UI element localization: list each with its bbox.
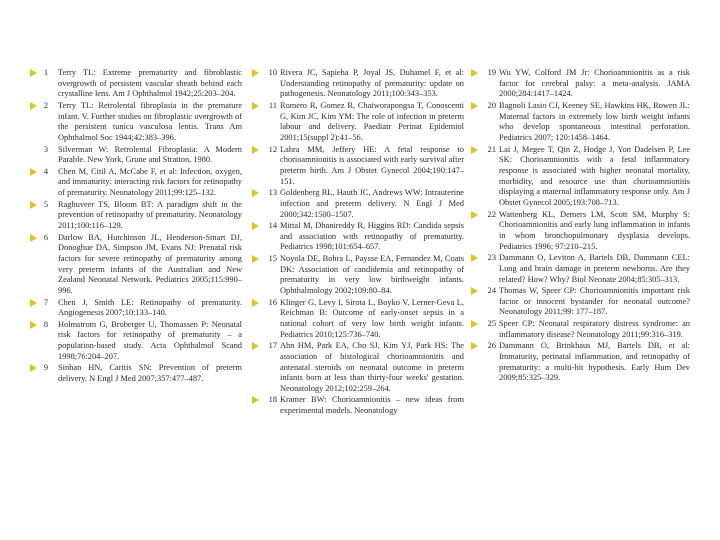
reference-item	[252, 341, 464, 395]
arrow-marker-icon	[30, 168, 37, 176]
reference-page	[30, 62, 690, 532]
reference-item	[471, 286, 690, 318]
reference-text: Rivera JC, Sapieha P, Joyal JS, Duhamel F, et al: Understanding retinopathy of prematurity: update on pathogenesis. Neonatology 2011;100:343–353.	[280, 68, 464, 99]
reference-column-3	[471, 68, 690, 385]
arrow-marker-icon	[471, 69, 478, 77]
reference-text: Holmstrom G, Broberger U, Thomassen P: Neonatal risk factors for retinopathy of prematurity – a population-based study. Acta Ophthalmol Scand 1998;76:204–207.	[58, 319, 242, 361]
reference-number: 1	[43, 68, 48, 77]
arrow-marker-icon	[252, 146, 259, 154]
reference-text: Dammann O, Leviton A, Bartels DB, Dammann CEL: Lung and brain damage in preterm newborns. Are they related? How? Why? Biol Neonate 2004;85:305–313.	[499, 253, 690, 284]
reference-text: Ahn HM, Park EA, Cho SJ, Kim YJ, Park HS: The association of histological chorioamnionitis and antenatal steroids on neonatal outcome in preterm infants born at less than thirty-four weeks' gestation. Neonatology 2012;102:259–264.	[280, 341, 464, 393]
reference-item	[471, 68, 690, 100]
arrow-marker-icon	[252, 255, 259, 263]
reference-text: Chen J, Smith LE: Retinopathy of prematurity. Angiogenesis 2007;10:133–140.	[58, 297, 242, 318]
reference-number: 19	[487, 68, 496, 77]
reference-item	[30, 145, 242, 166]
arrow-marker-icon	[471, 102, 478, 110]
reference-number: 25	[487, 318, 496, 328]
reference-text: Terry TL: Extreme prematurity and fibroblastic overgrowth of persistent vascular sheath behind each crystalline lens. Am J Ophthalmol 1942;25:203–204.	[58, 68, 242, 99]
arrow-marker-icon	[471, 254, 478, 262]
reference-column-1	[30, 68, 242, 386]
reference-text: Raghuveer TS, Bloom BT: A paradigm shift in the prevention of retinopathy of prematurity. Neonatology 2011;100:116–129.	[58, 199, 242, 231]
arrow-marker-icon	[30, 234, 37, 242]
reference-text: Silverman W: Retrolental Fibroplasia: A Modern Parable. New York, Grune and Stratton, 1980.	[58, 144, 242, 165]
reference-number: 17	[268, 341, 277, 351]
reference-number: 20	[487, 100, 496, 110]
reference-text: Wattenberg KL, Demers LM, Scott SM, Murphy S: Chorioamnionitis and early lung inflammation in infants in whom bronchopulmonary dysplasia develops. Pediatrics 1996; 97:210–215.	[499, 209, 690, 251]
arrow-marker-icon	[252, 189, 259, 197]
reference-text: Mittal M, Dhanireddy R, Higgins RD: Candida sepsis and association with retinopathy of prematurity. Pediatrics 1998;101:654–657.	[280, 221, 464, 252]
reference-text: Dammann O, Brinkhaus MJ, Bartels DB, et al: Immaturity, perinatal inflammation, and retinopathy of prematurity: a multi-hit hypothesis. Early Hum Dev 2009;85:325–329.	[499, 341, 690, 383]
reference-text: Romero R, Gomez R, Chaiworapongsa T, Conoscenti G, Kim JC, Kim YM: The role of infection in preterm labour and delivery. Paediatr Perinat Epidemiol 2001;15(suppl 2):41–56.	[280, 100, 464, 143]
reference-item	[30, 298, 242, 319]
reference-text: Kramer BW: Chorioamnionitis – new ideas from experimental models. Neonatology	[280, 395, 464, 416]
reference-text: Lai J, Megee T, Qin Z, Hodge J, Yon Dadelsen P, Lee SK: Chorioamnionitis with a fetal inflammatory response is associated with higher neonatal mortality, morbidity, and resource use than chorioamnionitis displaying a maternal inflammatory response only. Am J Obstet Gynecol 2005;193:708–713.	[499, 144, 690, 208]
reference-text: Wu YW, Colford JM Jr: Chorioamnionitis as a risk factor for cerebral palsy: a meta-analysis. JAMA 2000;284:1417–1424.	[499, 68, 690, 99]
reference-number: 2	[43, 100, 48, 110]
reference-item	[252, 68, 464, 100]
arrow-marker-icon	[252, 342, 259, 350]
arrow-marker-icon	[252, 69, 259, 77]
reference-item	[252, 145, 464, 188]
reference-item	[30, 101, 242, 144]
reference-item	[471, 101, 690, 144]
reference-text: Bagnoli Lasio CJ, Keeney SE, Hawkins HK, Rowen JL: Maternal factors in extremely low birth weight infants who develop spontaneous intestinal perforation. Pediatrics 2007; 120:1458–1464.	[499, 100, 690, 143]
arrow-marker-icon	[30, 201, 37, 209]
reference-item	[471, 341, 690, 384]
arrow-marker-icon	[30, 69, 37, 77]
reference-item	[30, 68, 242, 100]
reference-text: Chen M, Citil A, McCabe F, et al: Infection, oxygen, and immaturity: interacting risk factors for retinopathy of prematurity. Neonatology 2011;99:125–132.	[58, 166, 242, 198]
reference-item	[30, 200, 242, 232]
reference-text: Klinger G, Levy I, Sirota L, Boyko V, Lerner-Geva L, Reichman B: Outcome of early-onset sepsis in a national cohort of very low birth weight infants. Pediatrics 2010;125:736–740.	[280, 297, 464, 339]
reference-text: Sinhan HN, Caritis SN: Prevention of preterm delivery. N Engl J Med 2007;357:477–487.	[58, 363, 242, 384]
reference-number: 15	[268, 253, 277, 263]
reference-text: Lahra MM, Jeffery HE: A fetal response to chorioamnionitis is associated with early survival after preterm birth. Am J Obstet Gynecol 2004;190:147–151.	[280, 144, 464, 186]
arrow-marker-icon	[471, 211, 478, 219]
reference-number: 5	[43, 199, 48, 209]
arrow-marker-icon	[252, 396, 259, 404]
reference-item	[471, 319, 690, 340]
reference-number: 23	[487, 253, 496, 263]
arrow-marker-icon	[30, 364, 37, 372]
reference-text: Thomas W, Speer CP: Chorioamnionitis important risk factor or innocent bystander for neonatal outcome? Neonatology 2011;99: 177–187.	[499, 286, 690, 317]
reference-item	[252, 395, 464, 416]
reference-number: 24	[487, 286, 496, 296]
arrow-marker-icon	[471, 287, 478, 295]
reference-text: Noyola DE, Bohra L, Paysse EA, Fernandez M, Coats DK: Association of candidemia and retinopathy of prematurity in very low birthweight infants. Ophthalmology 2002;109:80–84.	[280, 253, 464, 296]
reference-number: 8	[43, 319, 48, 329]
reference-number: 13	[268, 188, 277, 198]
reference-number: 10	[268, 68, 277, 77]
arrow-marker-icon	[471, 146, 478, 154]
reference-item	[252, 221, 464, 253]
reference-number: 4	[43, 166, 48, 176]
arrow-marker-icon	[252, 222, 259, 230]
reference-item	[30, 233, 242, 297]
reference-item	[30, 167, 242, 199]
arrow-marker-icon	[471, 342, 478, 350]
reference-text: Darlow BA, Hutchinson JL, Henderson-Smart DJ, Donoghue DA, Simpson JM, Evans NJ: Prenatal risk factors for severe retinopathy of prematurity among very preterm infants of the Australian and New Zealand Neonatal Network. Pediatrics 2005;115:990–996.	[58, 232, 242, 296]
reference-number: 26	[487, 341, 496, 351]
arrow-marker-icon	[252, 299, 259, 307]
reference-item	[471, 145, 690, 209]
reference-number: 9	[43, 363, 48, 373]
reference-column-2	[252, 68, 464, 418]
reference-number: 7	[43, 297, 48, 307]
arrow-marker-icon	[252, 102, 259, 110]
arrow-marker-icon	[30, 321, 37, 329]
reference-text: Terry TL: Retrolental fibroplasia in the premature infant. V. Further studies on fibroplastic overgrowth of the persistent tunica vasculosa lentis. Trans Am Ophthalmol Soc 1944;42:383–396.	[58, 100, 242, 143]
reference-item	[30, 320, 242, 363]
reference-number: 22	[487, 209, 496, 219]
reference-number: 3	[43, 144, 48, 154]
reference-number: 11	[268, 100, 277, 110]
reference-item	[252, 188, 464, 220]
arrow-marker-icon	[30, 299, 37, 307]
reference-text: Goldenberg RL, Hauth JC, Andrews WW: Intrauterine infection and preterm delivery. N Engl J Med 2000;342:1500–1507.	[280, 188, 464, 219]
reference-item	[252, 298, 464, 341]
reference-text: Speer CP: Neonatal respiratory distress syndrome: an inflammatory disease? Neonatology 2011;99:316–319.	[499, 318, 690, 339]
arrow-marker-icon	[30, 102, 37, 110]
reference-number: 18	[268, 395, 277, 405]
reference-item	[252, 254, 464, 297]
reference-item	[252, 101, 464, 144]
reference-number: 16	[268, 297, 277, 307]
reference-item	[471, 210, 690, 253]
arrow-marker-icon	[471, 320, 478, 328]
reference-number: 12	[268, 144, 277, 154]
reference-number: 6	[43, 232, 48, 242]
reference-number: 21	[487, 144, 496, 154]
reference-item	[471, 253, 690, 285]
reference-item	[30, 363, 242, 384]
reference-number: 14	[268, 221, 277, 231]
